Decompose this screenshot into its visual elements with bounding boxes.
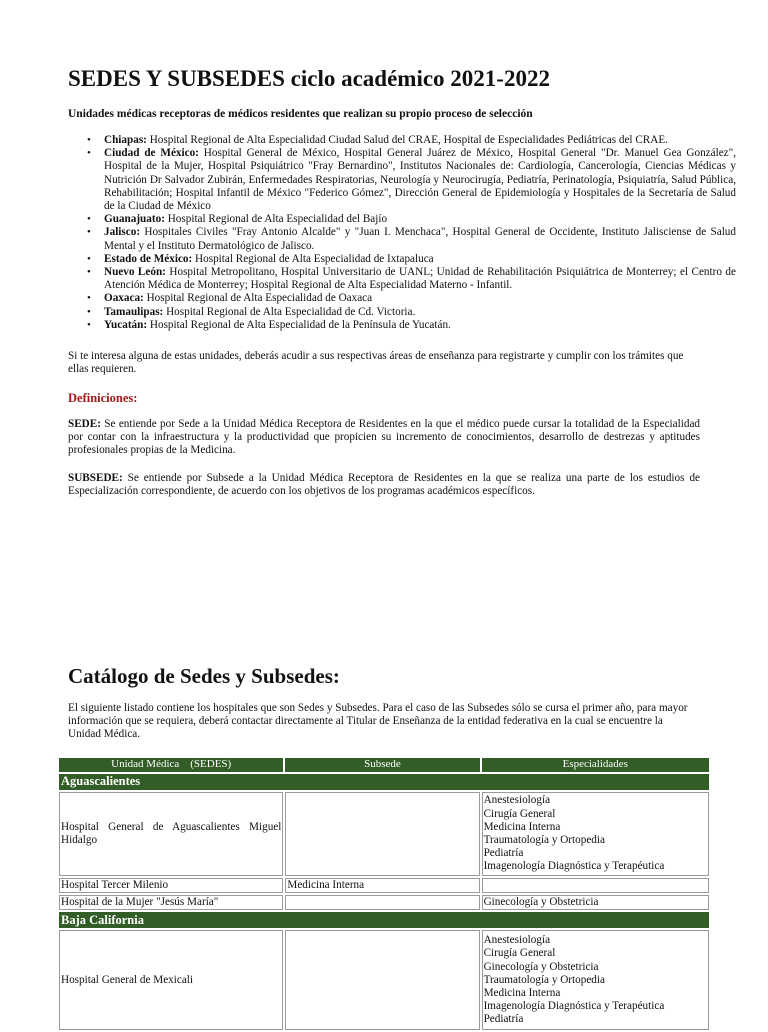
list-item [104,213,736,226]
catalog-intro: El siguiente listado contiene los hospitales que son Sedes y Subsedes. Para el caso de las Subsedes sólo se cursa el primer año, para mayor información que se requiera, deberá contactar directamente al Titular de Enseñanza de la entidad federativa en la cual se encuentre la Unidad Médica. [68,702,688,741]
list-item [104,253,736,266]
page-title: SEDES Y SUBSEDES ciclo académico 2021-2022 [68,66,550,91]
specialty-item: Medicina Interna [483,987,561,999]
list-item [104,134,736,147]
definition-text: Se entiende por Subsede a la Unidad Médica Receptora de Residentes en la que se realiza una parte de los estudios de Especialización correspondiente, de acuerdo con los objetivos de los programas académicos específicos. [68,472,700,498]
state-hospitals: Hospital Regional de Alta Especialidad Ciudad Salud del CRAE, Hospital de Especialidades Pediátricas del CRAE. [149,134,668,146]
specialties-cell [482,792,709,876]
subsede-cell [285,930,479,1030]
definition-term: SUBSEDE: [68,472,123,484]
specialty-item: Anestesiología [483,794,551,807]
specialties-cell [482,878,709,893]
state-hospitals: Hospital General de México, Hospital General Juárez de México, Hospital General "Dr. Manuel Gea González", Hospital de la Mujer, Hospital Psiquiátrico "Fray Bernardino", Institutos Nacionales de: Cardiología, Cancerología, Ciencias Médicas y Nutrición Dr Salvador Zubirán, Enfermedades Respiratorias, Neurología y Neurocirugía, Pediatría, Perinatología, Psiquiatría, Salud Pública, Rehabilitación; Hospital Infantil de México "Federico Gómez", Dirección General de Epidemiología y Hospitales de la Secretaría de Salud de la Ciudad de México [104,147,736,213]
specialty-item: Traumatología y Ortopedia [483,834,605,846]
subsede-cell [285,792,479,876]
list-item [104,319,736,332]
state-name: Estado de México: [104,252,193,265]
state-name: Guanajuato: [104,213,165,226]
table-row [59,878,709,893]
table-row [59,930,709,1030]
specialty-item: Ginecología y Obstetricia [483,960,599,973]
hospital-cell: Hospital de la Mujer "Jesús María" [59,895,283,910]
specialty-item: Pediatría [483,847,524,860]
table-row [59,895,709,910]
catalog-title: Catálogo de Sedes y Subsedes: [68,664,340,688]
state-list [68,134,736,332]
state-name: Oaxaca: [104,292,144,305]
specialty-item: Traumatología y Ortopedia [483,973,605,986]
column-header-especialidades: Especialidades [482,758,709,772]
state-group-label: Aguascalientes [59,774,709,790]
list-item [104,266,736,292]
definition-text: Se entiende por Sede a la Unidad Médica Receptora de Residentes en la que el médico puede cursar la totalidad de la Especialidad por contar con la infraestructura y la productividad que propicien su incremento de conocimientos, desarrollo de destrezas y aptitudes profesionales propias de la Medicina. [68,418,701,457]
state-hospitals: Hospital Regional de Alta Especialidad del Bajío [167,213,388,226]
specialty-item: Imagenología Diagnóstica y Terapéutica [483,1000,665,1013]
definition-term: SEDE: [68,418,101,430]
state-name: Chiapas: [104,134,147,146]
state-hospitals: Hospital Regional de Alta Especialidad de la Península de Yucatán. [149,318,451,331]
list-item [104,292,736,305]
specialty-item: Cirugía General [483,807,556,820]
catalog-table [57,756,711,1032]
state-hospitals: Hospital Regional de Alta Especialidad de Oaxaca [146,292,373,305]
specialty-item: Anestesiología [483,934,551,947]
page-subtitle: Unidades médicas receptoras de médicos residentes que realizan su propio proceso de selección [68,108,533,120]
hospital-cell: Hospital General de Mexicali [59,930,283,1030]
state-hospitals: Hospitales Civiles "Fray Antonio Alcalde" y "Juan I. Menchaca", Hospital General de Occidente, Instituto Jalisciense de Salud Mental y el Instituto Dermatológico de Jalisco. [104,226,736,252]
state-hospitals: Hospital Regional de Alta Especialidad de Cd. Victoria. [166,305,416,318]
hospital-cell: Hospital Tercer Milenio [59,878,283,893]
state-name: Nuevo León: [104,266,166,279]
table-row [59,792,709,876]
specialties-list [484,896,707,909]
specialty-item: Ginecología y Obstetricia [483,896,599,909]
specialty-item: Cirugía General [483,947,556,960]
state-group-label: Baja California [59,912,709,928]
specialty-item: Pediatría [483,1013,524,1026]
definition-subsede [68,472,700,498]
definitions-heading: Definiciones: [68,391,138,405]
state-group-row [59,774,709,790]
subsede-cell [285,895,479,910]
state-name: Tamaulipas: [104,305,164,318]
hospital-cell: Hospital General de Aguascalientes Miguel Hidalgo [59,792,283,876]
table-header-row [59,758,709,772]
column-header-unidad: Unidad Médica (SEDES) [59,758,283,772]
list-item [104,306,736,319]
specialties-list [484,794,707,873]
definition-sede [68,418,700,458]
specialties-cell [482,895,709,910]
state-name: Jalisco: [104,226,141,239]
column-header-subsede: Subsede [285,758,479,772]
list-item [104,226,736,252]
state-name: Ciudad de México: [104,147,199,160]
specialty-item: Imagenología Diagnóstica y Terapéutica [483,860,665,873]
specialties-list [484,934,707,1026]
state-hospitals: Hospital Metropolitano, Hospital Universitario de UANL; Unidad de Rehabilitación Psiquiátrica de Monterrey; el Centro de Atención Médica de Monterrey; Hospital Regional de Alta Especialidad Materno - Infantil. [104,266,736,292]
state-name: Yucatán: [104,318,148,331]
specialty-item: Medicina Interna [483,820,561,833]
specialties-cell [482,930,709,1030]
state-hospitals: Hospital Regional de Alta Especialidad de Ixtapaluca [195,252,434,265]
state-group-row [59,912,709,928]
registration-note: Si te interesa alguna de estas unidades, deberás acudir a sus respectivas áreas de enseñanza para registrarte y cumplir con los trámites que ellas requieren. [68,350,684,376]
subsede-cell: Medicina Interna [285,878,479,893]
list-item [104,147,736,213]
